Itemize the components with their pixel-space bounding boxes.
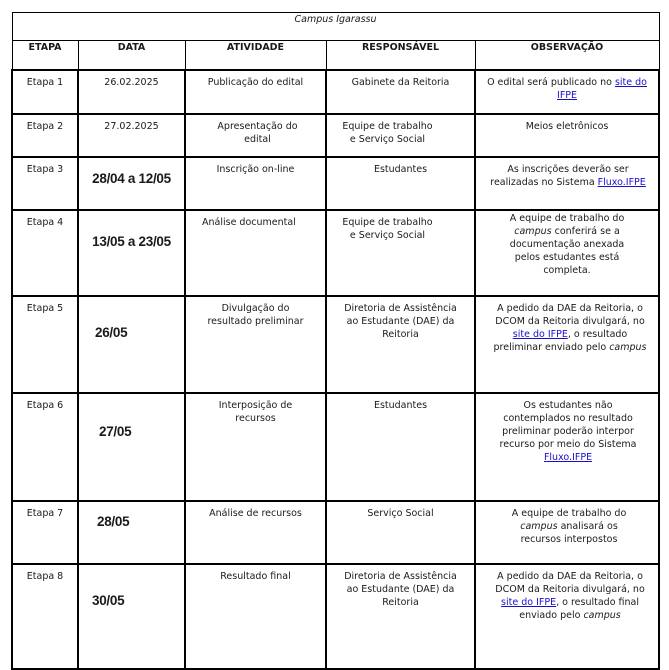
responsavel-text: Diretoria de Assistência ao Estudante (DAE) da Reitoria <box>344 303 457 340</box>
table-title-row <box>12 13 659 41</box>
cell-data: 28/05 <box>78 501 185 564</box>
site-ifpe-link[interactable]: site do IFPE <box>501 597 557 608</box>
cell-responsavel: Serviço Social <box>326 501 475 564</box>
cell-observacao <box>475 501 659 564</box>
cell-responsavel: Gabinete da Reitoria <box>326 70 475 114</box>
cell-etapa: Etapa 1 <box>12 70 78 114</box>
responsavel-text: Equipe de trabalho e Serviço Social <box>342 121 433 145</box>
table-header-row <box>12 41 659 71</box>
cell-data: 27.02.2025 <box>78 114 185 157</box>
atividade-text: Interposição de recursos <box>218 400 293 424</box>
cell-atividade <box>185 114 326 157</box>
cell-observacao <box>475 564 659 669</box>
cell-data: 13/05 a 23/05 <box>78 210 185 296</box>
table-row <box>12 70 659 114</box>
cell-responsavel: Estudantes <box>326 157 475 210</box>
table-row <box>12 564 659 669</box>
obs-text: O edital será publicado no <box>487 77 615 88</box>
cell-atividade: Inscrição on-line <box>185 157 326 210</box>
obs-italic: campus <box>609 342 647 353</box>
table-row <box>12 393 659 501</box>
cell-observacao: Meios eletrônicos <box>475 114 659 157</box>
cell-observacao <box>475 393 659 501</box>
cell-responsavel <box>326 114 475 157</box>
cell-etapa: Etapa 3 <box>12 157 78 210</box>
cell-atividade <box>185 296 326 393</box>
cell-data: 26.02.2025 <box>78 70 185 114</box>
site-ifpe-link[interactable]: site do IFPE <box>512 329 568 340</box>
fluxo-ifpe-link[interactable]: Fluxo.IFPE <box>597 177 646 188</box>
obs-italic: campus <box>514 226 552 237</box>
cell-responsavel <box>326 564 475 669</box>
obs-text: Os estudantes não contemplados no resultado preliminar poderão interpor recurso por meio do Sistema <box>499 400 637 450</box>
cell-data: 27/05 <box>78 393 185 501</box>
obs-text-post: analisará os recursos interpostos <box>520 521 618 545</box>
cell-data: 26/05 <box>78 296 185 393</box>
obs-text: A pedido da DAE da Reitoria, o DCOM da Reitoria divulgará, no <box>495 303 645 327</box>
cell-observacao <box>475 210 659 296</box>
cell-etapa: Etapa 4 <box>12 210 78 296</box>
cell-etapa: Etapa 2 <box>12 114 78 157</box>
responsavel-text: Diretoria de Assistência ao Estudante (DAE) da Reitoria <box>344 571 457 608</box>
obs-italic: campus <box>520 521 558 532</box>
responsavel-text: Equipe de trabalho e Serviço Social <box>342 217 433 241</box>
atividade-text: Apresentação do edital <box>217 121 298 145</box>
cell-etapa: Etapa 7 <box>12 501 78 564</box>
table-row <box>12 114 659 157</box>
cell-etapa: Etapa 5 <box>12 296 78 393</box>
cell-etapa: Etapa 6 <box>12 393 78 501</box>
obs-text: A equipe de trabalho do <box>511 508 627 519</box>
header-responsavel: RESPONSÁVEL <box>326 41 475 71</box>
cell-atividade: Resultado final <box>185 564 326 669</box>
table-row <box>12 501 659 564</box>
obs-text-mid: , o resultado final enviado pelo <box>519 597 639 621</box>
atividade-text: Divulgação do resultado preliminar <box>207 303 304 327</box>
table-row <box>12 296 659 393</box>
cell-data: 28/04 a 12/05 <box>78 157 185 210</box>
schedule-table <box>11 12 660 670</box>
campus-title: Campus Igarassu <box>12 13 659 41</box>
cell-observacao <box>475 296 659 393</box>
header-atividade: ATIVIDADE <box>185 41 326 71</box>
obs-italic: campus <box>583 610 621 621</box>
site-ifpe-link[interactable]: site do IFPE <box>557 77 647 101</box>
cell-atividade: Análise de recursos <box>185 501 326 564</box>
cell-etapa: Etapa 8 <box>12 564 78 669</box>
cell-atividade: Publicação do edital <box>185 70 326 114</box>
cell-responsavel <box>326 296 475 393</box>
obs-text: A equipe de trabalho do <box>509 213 625 224</box>
obs-text-post: conferirá se a documentação anexada pelos estudantes está completa. <box>509 226 625 276</box>
cell-data: 30/05 <box>78 564 185 669</box>
cell-responsavel: Estudantes <box>326 393 475 501</box>
header-etapa: ETAPA <box>12 41 78 71</box>
table-row <box>12 157 659 210</box>
header-data: DATA <box>78 41 185 71</box>
header-observacao: OBSERVAÇÃO <box>475 41 659 71</box>
cell-observacao <box>475 70 659 114</box>
obs-text-mid: , o resultado preliminar enviado pelo <box>493 329 628 353</box>
cell-observacao <box>475 157 659 210</box>
cell-atividade: Análise documental <box>185 210 326 296</box>
table-row <box>12 210 659 296</box>
cell-responsavel <box>326 210 475 296</box>
fluxo-ifpe-link[interactable]: Fluxo.IFPE <box>543 452 593 463</box>
obs-text: A pedido da DAE da Reitoria, o DCOM da Reitoria divulgará, no <box>495 571 645 595</box>
obs-text: As inscrições deverão ser realizadas no Sistema <box>490 164 629 188</box>
cell-atividade <box>185 393 326 501</box>
